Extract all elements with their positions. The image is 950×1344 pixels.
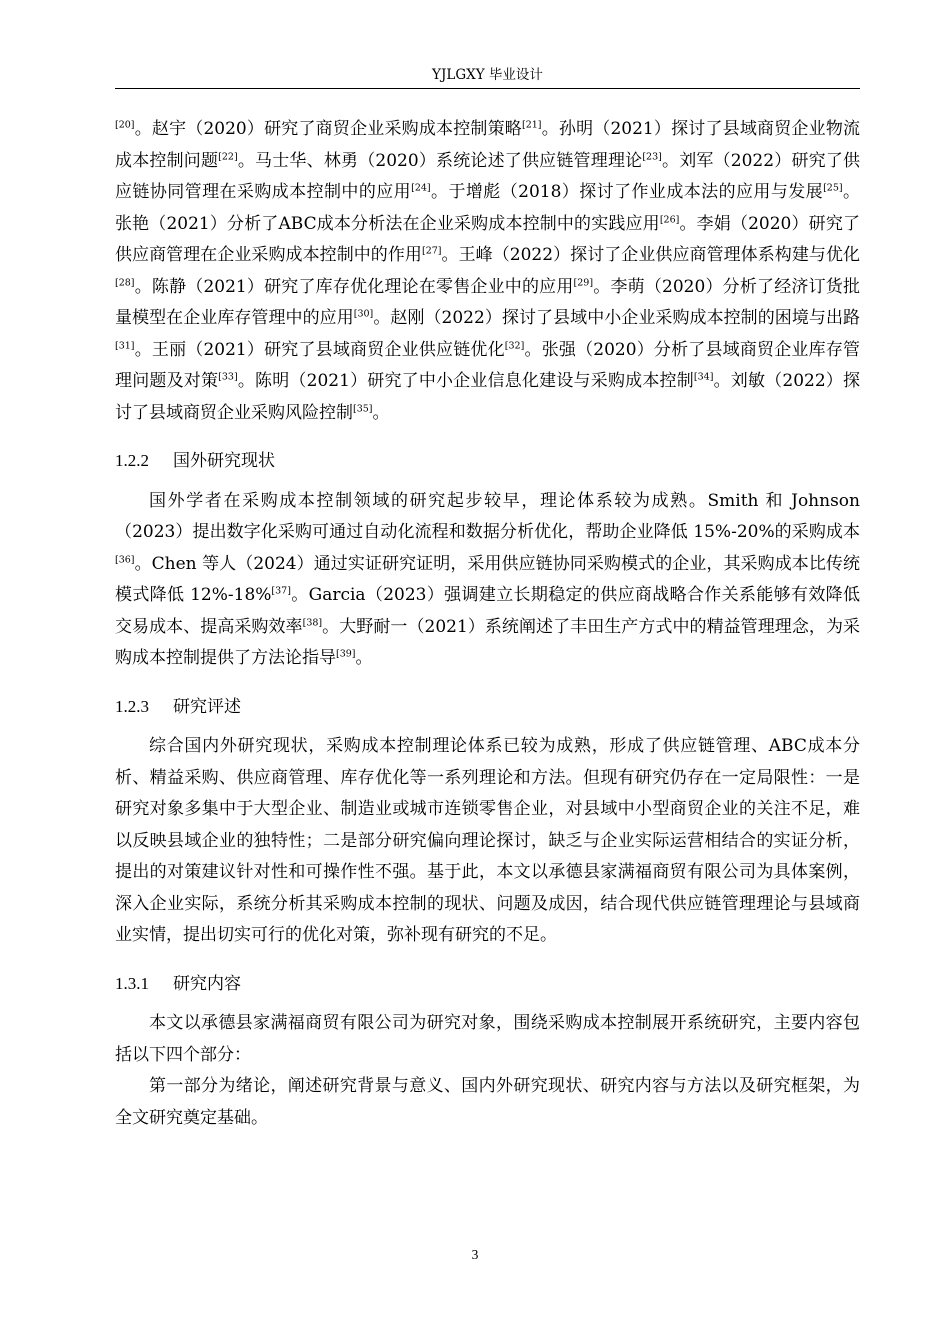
citation-ref: [31] (115, 339, 135, 351)
page-number: 3 (471, 1247, 479, 1262)
citation-ref: [20] (115, 119, 135, 131)
citation-ref: [27] (421, 245, 442, 257)
paragraph-research-content-intro: 本文以承德县家满福商贸有限公司为研究对象，围绕采购成本控制展开系统研究，主要内容包括以下四个部分： (115, 1013, 860, 1065)
section-title: 国外研究现状 (173, 451, 275, 471)
section-heading-1-2-3 (115, 691, 860, 724)
citation-ref: [33] (218, 371, 238, 383)
text-run: 国外学者在采购成本控制领域的研究起步较早，理论体系较为成熟。Smith 和 Johnson（2023）提出数字化采购可通过自动化流程和数据分析优化，帮助企业降低 15%-20%的采购成本 (115, 490, 860, 542)
citation-ref: [23] (642, 150, 662, 162)
citation-ref: [38] (302, 616, 323, 628)
citation-ref: [37] (271, 585, 291, 597)
text-run: 。李娟（2020）研究了供应商管理在企业采购成本控制中的作用 (115, 213, 860, 265)
text-run: 。 (372, 402, 390, 423)
section-number: 1.2.2 (115, 451, 149, 470)
text-run: 。Chen 等人（2024）通过实证研究证明，采用供应链协同采购模式的企业，其采购成本比传统模式降低 12%-18% (115, 553, 860, 605)
text-run: 。王丽（2021）研究了县域商贸企业供应链优化 (134, 339, 505, 360)
citation-ref: [25] (823, 182, 843, 194)
citation-ref: [29] (573, 276, 594, 288)
citation-ref: [26] (659, 213, 680, 225)
section-heading-1-2-2 (115, 445, 860, 478)
text-run: 。陈静（2021）研究了库存优化理论在零售企业中的应用 (134, 276, 574, 297)
citation-ref: [22] (218, 150, 238, 162)
section-title: 研究内容 (173, 973, 241, 994)
paragraph-foreign-review (115, 486, 860, 675)
page-body (115, 114, 860, 1134)
text-run: 。Garcia（2023）强调建立长期稳定的供应商战略合作关系能够有效降低交易成本、提高采购效率 (115, 585, 860, 637)
header-divider (115, 88, 860, 89)
citation-ref: [35] (353, 402, 373, 414)
text-run: 。陈明（2021）研究了中小企业信息化建设与采购成本控制 (237, 371, 694, 391)
text-run: 。赵宇（2020）研究了商贸企业采购成本控制策略 (134, 119, 522, 139)
text-run: 。马士华、林勇（2020）系统论述了供应链管理理论 (237, 150, 643, 171)
text-run: 。张艳（2021）分析了ABC成本分析法在企业采购成本控制中的实践应用 (115, 182, 861, 234)
text-run: 。王峰（2022）探讨了企业供应商管理体系构建与优化 (441, 245, 861, 265)
page-header: YJLGXY 毕业设计 (432, 67, 543, 83)
text-run: 。刘敏（2022）探讨了县域商贸企业采购风险控制 (115, 371, 861, 423)
section-title: 研究评述 (173, 696, 241, 717)
citation-ref: [34] (693, 371, 714, 383)
text-run: 。大野耐一（2021）系统阐述了丰田生产方式中的精益管理理念，为采购成本控制提供了方法论指导 (115, 616, 861, 668)
text-run: 。于增彪（2018）探讨了作业成本法的应用与发展 (430, 182, 824, 202)
text-run: 。 (355, 648, 373, 668)
paragraph-domestic-review (115, 114, 860, 429)
citation-ref: [24] (411, 182, 431, 194)
paragraph-part-one: 第一部分为绪论，阐述研究背景与意义、国内外研究现状、研究内容与方法以及研究框架，为全文研究奠定基础。 (115, 1076, 860, 1128)
citation-ref: [21] (521, 119, 542, 131)
text-run: 。赵刚（2022）探讨了县域中小企业采购成本控制的困境与出路 (373, 308, 861, 328)
citation-ref: [28] (115, 276, 135, 288)
section-heading-1-3-1 (115, 968, 860, 1001)
citation-ref: [32] (504, 339, 525, 351)
paragraph-research-commentary: 综合国内外研究现状，采购成本控制理论体系已较为成熟，形成了供应链管理、ABC成本分析、精益采购、供应商管理、库存优化等一系列理论和方法。但现有研究仍存在一定局限性：一是研究对象多集中于大型企业、制造业或城市连锁零售企业，对县域中小型商贸企业的关注不足，难以反映县域企业的独特性；二是部分研究偏向理论探讨，缺乏与企业实际运营相结合的实证分析，提出的对策建议针对性和可操作性不强。基于此，本文以承德县家满福商贸有限公司为具体案例，深入企业实际，系统分析其采购成本控制的现状、问题及成因，结合现代供应链管理理论与县域商业实情，提出切实可行的优化对策，弥补现有研究的不足。 (115, 736, 860, 945)
section-number: 1.2.3 (115, 696, 149, 716)
text-run: 。孙明（2021）探讨了县域商贸企业物流成本控制问题 (115, 119, 861, 171)
citation-ref: [39] (336, 648, 356, 660)
text-run: 。刘军（2022）研究了供应链协同管理在采购成本控制中的应用 (115, 150, 861, 202)
citation-ref: [36] (115, 553, 135, 565)
text-run: 。张强（2020）分析了县域商贸企业库存管理问题及对策 (115, 339, 861, 391)
section-number: 1.3.1 (115, 973, 149, 993)
citation-ref: [30] (353, 308, 374, 320)
text-run: 。李萌（2020）分析了经济订货批量模型在企业库存管理中的应用 (115, 276, 860, 328)
